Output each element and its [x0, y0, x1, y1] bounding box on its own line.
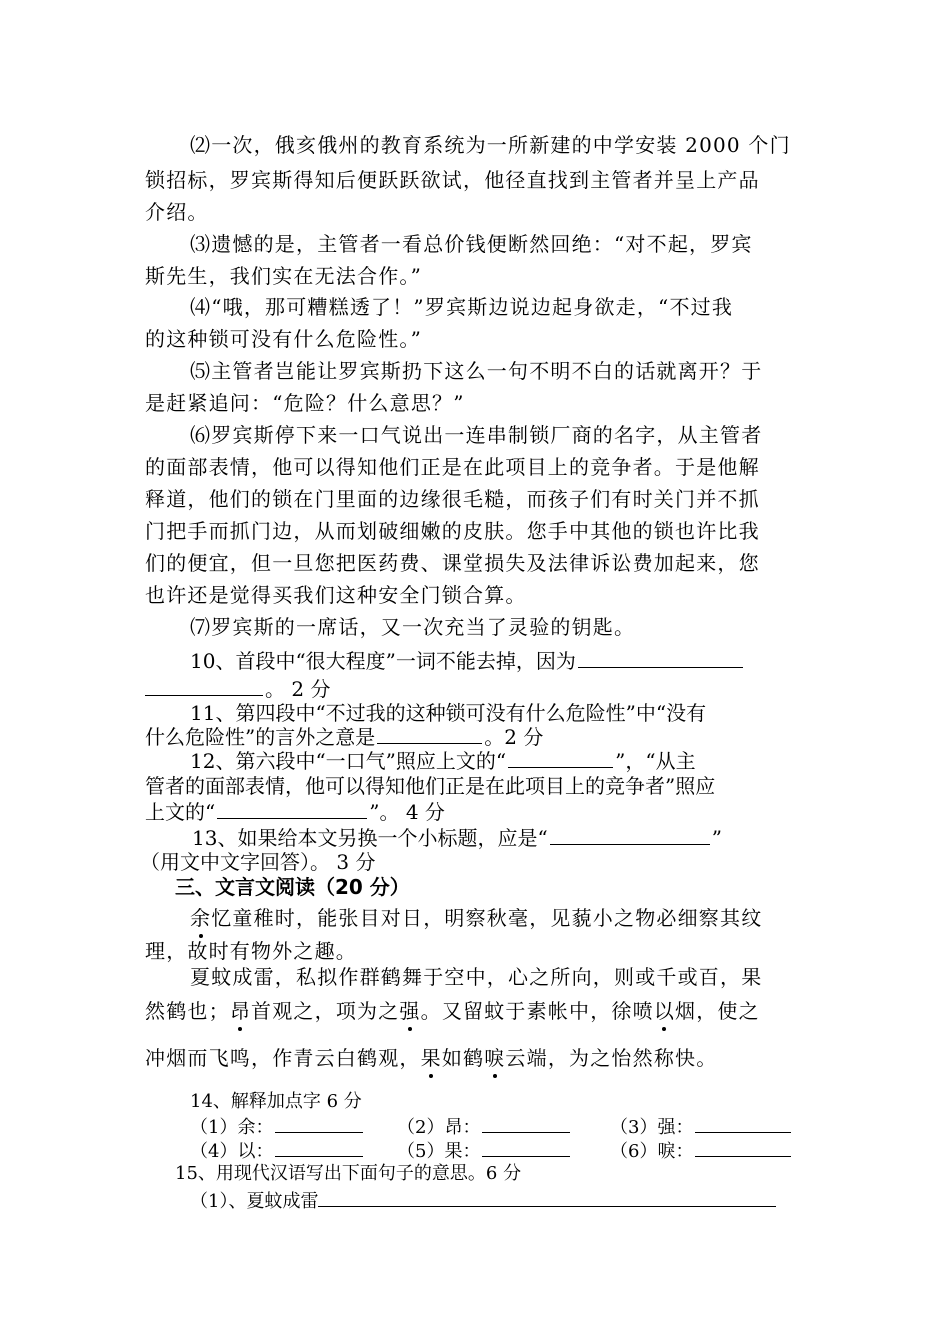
- paragraph-6-line-1: ⑹罗宾斯停下来一口气说出一连串制锁厂商的名字，从主管者: [190, 423, 763, 447]
- question-15-item-1-label: （1）、夏蚊成雷: [190, 1191, 319, 1212]
- question-11-line-2: [145, 724, 543, 750]
- classical-text-line-3: 夏蚊成雷，私拟作群鹤舞于空中，心之所向，则或千或百，果: [190, 965, 763, 989]
- classical-text-segment: 然鹤也；: [145, 999, 230, 1023]
- paragraph-2-line-1: ⑵一次，俄亥俄州的教育系统为一所新建的中学安装 2000 个门: [190, 133, 791, 157]
- classical-text-segment: 冲烟而飞鸣，作青云白鹤观，: [145, 1046, 421, 1070]
- section-3-heading: 三、文言文阅读（20 分）: [175, 875, 410, 899]
- dotted-char-qiang: 强: [399, 999, 421, 1023]
- paragraph-4-line-1: ⑷“哦，那可糟糕透了！”罗宾斯边说边起身欲走，“不过我: [190, 295, 734, 319]
- question-11-score: 。2 分: [484, 725, 544, 749]
- question-14-item-1-label: （1）余：: [190, 1117, 274, 1138]
- classical-text-segment: 云端，为之怡然称快。: [505, 1046, 718, 1070]
- paragraph-3-line-2: 斯先生，我们实在无法合作。”: [145, 264, 423, 288]
- question-14-item-6-label: （6）唳：: [610, 1141, 694, 1162]
- question-14-item-5-label: （5）果：: [397, 1141, 481, 1162]
- question-10-line-1: [190, 648, 745, 674]
- classical-text-line-2: 理，故时有物外之趣。: [145, 939, 357, 963]
- question-14-item-4: [190, 1138, 365, 1164]
- paragraph-2-line-2: 锁招标，罗宾斯得知后便跃跃欲试，他径直找到主管者并呈上产品: [145, 168, 760, 192]
- question-14-item-2-blank[interactable]: [482, 1114, 570, 1133]
- question-12-line-2: 管者的面部表情，他可以得知他们正是在此项目上的竞争者”照应: [145, 774, 716, 798]
- question-12-text-a: 12、第六段中“一口气”照应上文的“: [190, 749, 507, 773]
- dotted-char-yi: 以: [653, 999, 676, 1023]
- question-12-answer-blank-1[interactable]: [508, 749, 613, 768]
- question-13-answer-blank[interactable]: [550, 826, 710, 845]
- classical-text-line-1-rest: 忆童稚时，能张目对日，明察秋毫，见藐小之物必细察其纹: [211, 906, 763, 930]
- question-13-line-1: [192, 825, 722, 851]
- question-11-answer-blank[interactable]: [377, 725, 482, 744]
- paragraph-6-line-5: 们的便宜，但一旦您把医药费、课堂损失及法律诉讼费加起来，您: [145, 551, 760, 575]
- question-10-answer-blank-2[interactable]: [145, 677, 263, 696]
- paragraph-2-line-3: 介绍。: [145, 200, 209, 224]
- question-14-item-3-label: （3）强：: [610, 1117, 694, 1138]
- question-12-text-b: ”，“从主: [615, 749, 696, 773]
- classical-text-line-4: [145, 998, 760, 1024]
- question-12-line-1: [190, 748, 696, 774]
- paragraph-4-line-2: 的这种锁可没有什么危险性。”: [145, 327, 423, 351]
- paragraph-6-line-2: 的面部表情，他可以得知他们正是在此项目上的竞争者。于是他解: [145, 455, 760, 479]
- question-14-item-6-blank[interactable]: [695, 1138, 791, 1157]
- paragraph-5-line-1: ⑸主管者岂能让罗宾斯扔下这么一句不明不白的话就离开？于: [190, 359, 763, 383]
- question-10-answer-blank-1[interactable]: [578, 649, 743, 668]
- question-13-text: 13、如果给本文另换一个小标题，应是“: [192, 826, 548, 850]
- question-10-line-2: [145, 676, 330, 702]
- question-14-item-2-label: （2）昂：: [397, 1117, 481, 1138]
- question-12-text-c: 上文的“: [145, 800, 216, 824]
- question-11-text: 什么危险性”的言外之意是: [145, 725, 376, 749]
- paragraph-3-line-1: ⑶遗憾的是，主管者一看总价钱便断然回绝：“对不起，罗宾: [190, 232, 753, 256]
- question-12-line-3: [145, 799, 445, 825]
- question-14-item-3-blank[interactable]: [695, 1114, 791, 1133]
- classical-text-line-1: [190, 905, 762, 931]
- classical-text-segment: 烟，使之: [675, 999, 760, 1023]
- question-15-item-1: [190, 1188, 778, 1214]
- classical-text-line-5: [145, 1045, 717, 1071]
- question-14-item-5: [397, 1138, 572, 1164]
- classical-text-segment: 首观之，项为之: [251, 999, 400, 1023]
- question-14-item-4-blank[interactable]: [275, 1138, 363, 1157]
- question-14-item-3: [610, 1114, 793, 1140]
- classical-text-segment: 。又留蚊于素帐中，徐喷: [420, 999, 654, 1023]
- paragraph-5-line-2: 是赶紧追问：“危险？什么意思？”: [145, 391, 465, 415]
- dotted-char-ang: 昂: [229, 999, 252, 1023]
- question-15-item-1-blank[interactable]: [318, 1188, 776, 1207]
- question-12-answer-blank-2[interactable]: [217, 800, 367, 819]
- paragraph-6-line-3: 释道，他们的锁在门里面的边缘很毛糙，而孩子们有时关门并不抓: [145, 487, 760, 511]
- question-10-text: 10、首段中“很大程度”一词不能去掉，因为: [190, 649, 576, 673]
- question-14-item-2: [397, 1114, 572, 1140]
- dotted-char-guo: 果: [420, 1046, 442, 1070]
- paragraph-6-line-6: 也许还是觉得买我们这种安全门锁合算。: [145, 583, 527, 607]
- paragraph-6-line-4: 门把手而抓门边，从而划破细嫩的皮肤。您手中其他的锁也许比我: [145, 519, 760, 543]
- question-14-item-1-blank[interactable]: [275, 1114, 363, 1133]
- question-14-item-5-blank[interactable]: [482, 1138, 570, 1157]
- question-11-line-1: 11、第四段中“不过我的这种锁可没有什么危险性”中“没有: [190, 701, 707, 725]
- dotted-char-yu: 余: [190, 906, 212, 930]
- paragraph-7: ⑺罗宾斯的一席话，又一次充当了灵验的钥匙。: [190, 615, 636, 639]
- question-14-item-6: [610, 1138, 793, 1164]
- question-13-line-2: （用文中文字回答）。 3 分: [140, 850, 376, 874]
- classical-text-segment: 如鹤: [441, 1046, 485, 1070]
- dotted-char-li: 唳: [484, 1046, 506, 1070]
- question-12-score: ”。 4 分: [369, 800, 445, 824]
- question-14-item-4-label: （4）以：: [190, 1141, 274, 1162]
- question-14-title: 14、解释加点字 6 分: [190, 1091, 362, 1112]
- question-10-score: 。 2 分: [265, 677, 331, 701]
- question-15-title: 15、用现代汉语写出下面句子的意思。6 分: [175, 1163, 522, 1184]
- question-13-quote-end: ”: [711, 826, 722, 850]
- question-14-item-1: [190, 1114, 365, 1140]
